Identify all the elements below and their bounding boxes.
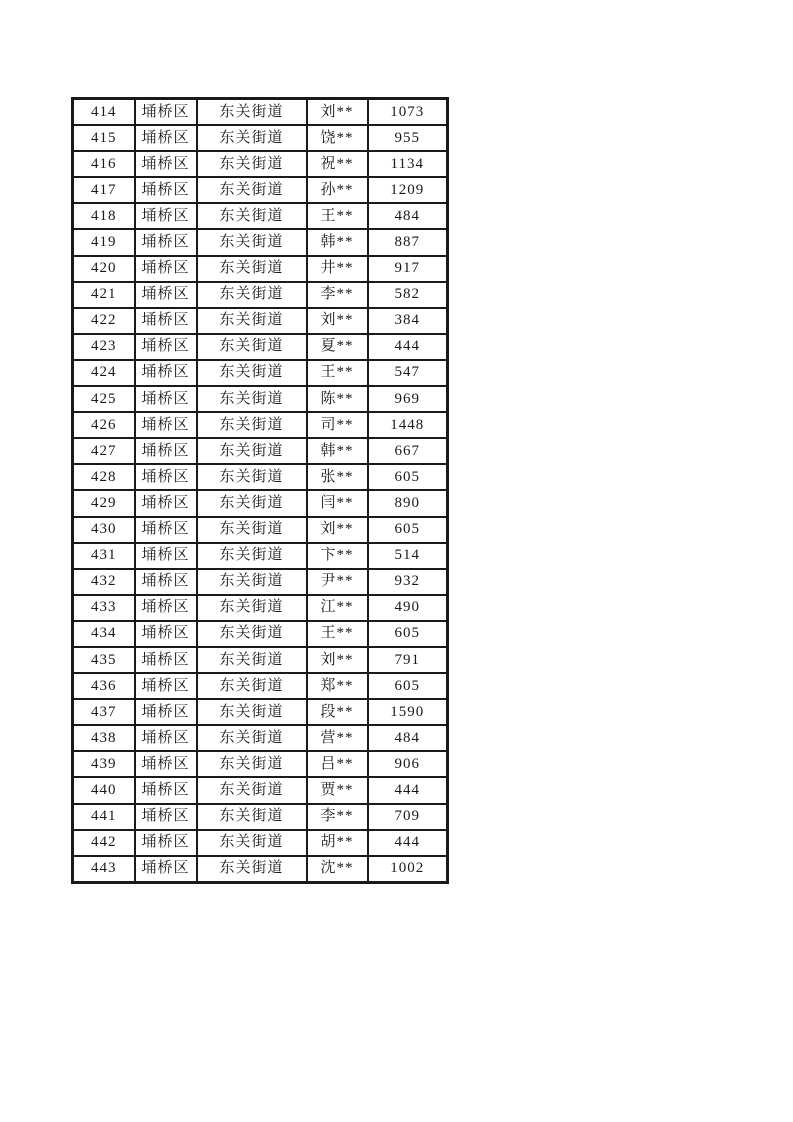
table-cell-name: 刘**: [307, 308, 368, 334]
table-cell-index: 426: [73, 412, 135, 438]
table-cell-street: 东关街道: [197, 673, 307, 699]
table-cell-district: 埇桥区: [135, 438, 197, 464]
table-cell-name: 陈**: [307, 386, 368, 412]
table-cell-district: 埇桥区: [135, 386, 197, 412]
table-cell-index: 437: [73, 699, 135, 725]
table-cell-district: 埇桥区: [135, 517, 197, 543]
table-cell-name: 尹**: [307, 569, 368, 595]
table-row: [73, 856, 448, 883]
table-row: [73, 804, 448, 830]
table-row: [73, 151, 448, 177]
table-cell-name: 王**: [307, 621, 368, 647]
table-cell-index: 439: [73, 751, 135, 777]
table-cell-name: 营**: [307, 725, 368, 751]
table-row: [73, 412, 448, 438]
table-cell-district: 埇桥区: [135, 256, 197, 282]
table-row: [73, 517, 448, 543]
table-cell-value: 1448: [368, 412, 448, 438]
table-cell-street: 东关街道: [197, 334, 307, 360]
table-cell-value: 605: [368, 517, 448, 543]
table-cell-index: 414: [73, 99, 135, 126]
table-row: [73, 777, 448, 803]
table-cell-name: 韩**: [307, 229, 368, 255]
table-cell-index: 421: [73, 282, 135, 308]
table-cell-district: 埇桥区: [135, 490, 197, 516]
table-cell-name: 段**: [307, 699, 368, 725]
table-cell-name: 夏**: [307, 334, 368, 360]
table-cell-value: 906: [368, 751, 448, 777]
table-cell-name: 李**: [307, 804, 368, 830]
table-cell-street: 东关街道: [197, 595, 307, 621]
table-cell-district: 埇桥区: [135, 334, 197, 360]
table-cell-district: 埇桥区: [135, 360, 197, 386]
table-row: [73, 725, 448, 751]
table-cell-index: 436: [73, 673, 135, 699]
table-row: [73, 673, 448, 699]
table-cell-street: 东关街道: [197, 282, 307, 308]
table-cell-index: 432: [73, 569, 135, 595]
table-cell-name: 闫**: [307, 490, 368, 516]
table-cell-street: 东关街道: [197, 360, 307, 386]
table-cell-index: 427: [73, 438, 135, 464]
table-cell-street: 东关街道: [197, 438, 307, 464]
table-cell-street: 东关街道: [197, 99, 307, 126]
table-cell-name: 沈**: [307, 856, 368, 883]
table-cell-district: 埇桥区: [135, 308, 197, 334]
table-cell-value: 1209: [368, 177, 448, 203]
table-cell-name: 司**: [307, 412, 368, 438]
table-cell-street: 东关街道: [197, 543, 307, 569]
table-cell-name: 王**: [307, 360, 368, 386]
table-cell-value: 955: [368, 125, 448, 151]
table-cell-street: 东关街道: [197, 256, 307, 282]
table-row: [73, 360, 448, 386]
table-cell-value: 917: [368, 256, 448, 282]
table-row: [73, 177, 448, 203]
table-cell-value: 791: [368, 647, 448, 673]
table-row: [73, 229, 448, 255]
table-cell-district: 埇桥区: [135, 647, 197, 673]
table-cell-name: 刘**: [307, 517, 368, 543]
table-cell-name: 刘**: [307, 647, 368, 673]
table-cell-name: 刘**: [307, 99, 368, 126]
table-cell-name: 江**: [307, 595, 368, 621]
table-cell-street: 东关街道: [197, 203, 307, 229]
table-cell-value: 1134: [368, 151, 448, 177]
table-cell-value: 605: [368, 621, 448, 647]
table-cell-value: 709: [368, 804, 448, 830]
table-cell-index: 419: [73, 229, 135, 255]
table-cell-street: 东关街道: [197, 125, 307, 151]
table-cell-street: 东关街道: [197, 464, 307, 490]
table-cell-district: 埇桥区: [135, 830, 197, 856]
table-cell-index: 438: [73, 725, 135, 751]
table-cell-value: 605: [368, 464, 448, 490]
table-cell-district: 埇桥区: [135, 595, 197, 621]
table-cell-value: 667: [368, 438, 448, 464]
table-row: [73, 125, 448, 151]
table-cell-district: 埇桥区: [135, 177, 197, 203]
table-cell-index: 425: [73, 386, 135, 412]
table-cell-name: 张**: [307, 464, 368, 490]
table-cell-name: 郑**: [307, 673, 368, 699]
table-cell-value: 582: [368, 282, 448, 308]
table-cell-index: 442: [73, 830, 135, 856]
table-cell-value: 484: [368, 203, 448, 229]
table-cell-index: 415: [73, 125, 135, 151]
table-cell-value: 1002: [368, 856, 448, 883]
table-cell-district: 埇桥区: [135, 777, 197, 803]
table-cell-district: 埇桥区: [135, 99, 197, 126]
table-cell-street: 东关街道: [197, 751, 307, 777]
table-cell-name: 胡**: [307, 830, 368, 856]
table-cell-district: 埇桥区: [135, 856, 197, 883]
table-cell-index: 441: [73, 804, 135, 830]
table-cell-street: 东关街道: [197, 830, 307, 856]
table-cell-index: 423: [73, 334, 135, 360]
table-row: [73, 464, 448, 490]
table-cell-index: 416: [73, 151, 135, 177]
table-cell-street: 东关街道: [197, 412, 307, 438]
table-row: [73, 334, 448, 360]
table-cell-value: 490: [368, 595, 448, 621]
table-cell-street: 东关街道: [197, 229, 307, 255]
table-cell-district: 埇桥区: [135, 699, 197, 725]
table-cell-value: 384: [368, 308, 448, 334]
table-row: [73, 595, 448, 621]
table-cell-district: 埇桥区: [135, 751, 197, 777]
table-cell-index: 443: [73, 856, 135, 883]
table-cell-value: 969: [368, 386, 448, 412]
table-cell-index: 440: [73, 777, 135, 803]
table-cell-name: 井**: [307, 256, 368, 282]
table-cell-street: 东关街道: [197, 621, 307, 647]
table-cell-district: 埇桥区: [135, 151, 197, 177]
table-cell-street: 东关街道: [197, 517, 307, 543]
table-cell-street: 东关街道: [197, 569, 307, 595]
table-cell-index: 431: [73, 543, 135, 569]
table-cell-value: 890: [368, 490, 448, 516]
table-cell-district: 埇桥区: [135, 804, 197, 830]
table-row: [73, 438, 448, 464]
table-row: [73, 751, 448, 777]
table-cell-street: 东关街道: [197, 725, 307, 751]
table-cell-value: 887: [368, 229, 448, 255]
table-row: [73, 282, 448, 308]
table-cell-value: 444: [368, 334, 448, 360]
table-cell-district: 埇桥区: [135, 282, 197, 308]
table-cell-district: 埇桥区: [135, 412, 197, 438]
table-cell-index: 417: [73, 177, 135, 203]
table-cell-street: 东关街道: [197, 647, 307, 673]
table-cell-value: 605: [368, 673, 448, 699]
table-cell-name: 贾**: [307, 777, 368, 803]
table-cell-street: 东关街道: [197, 308, 307, 334]
table-cell-value: 484: [368, 725, 448, 751]
table-cell-value: 932: [368, 569, 448, 595]
table-cell-district: 埇桥区: [135, 543, 197, 569]
table-cell-district: 埇桥区: [135, 203, 197, 229]
table-row: [73, 256, 448, 282]
table-cell-street: 东关街道: [197, 490, 307, 516]
table-cell-district: 埇桥区: [135, 569, 197, 595]
table-cell-name: 祝**: [307, 151, 368, 177]
table-cell-street: 东关街道: [197, 856, 307, 883]
table-cell-name: 卞**: [307, 543, 368, 569]
table-cell-name: 李**: [307, 282, 368, 308]
table-cell-value: 1073: [368, 99, 448, 126]
table-cell-index: 430: [73, 517, 135, 543]
table-row: [73, 308, 448, 334]
table-cell-district: 埇桥区: [135, 464, 197, 490]
data-table: [71, 97, 449, 884]
table-row: [73, 490, 448, 516]
table-cell-value: 1590: [368, 699, 448, 725]
table-cell-index: 435: [73, 647, 135, 673]
table-cell-street: 东关街道: [197, 804, 307, 830]
table-cell-value: 547: [368, 360, 448, 386]
table-cell-value: 444: [368, 830, 448, 856]
table-cell-index: 420: [73, 256, 135, 282]
table-cell-name: 韩**: [307, 438, 368, 464]
table-cell-index: 433: [73, 595, 135, 621]
table-cell-index: 418: [73, 203, 135, 229]
table-row: [73, 569, 448, 595]
table-row: [73, 621, 448, 647]
table-row: [73, 830, 448, 856]
table-cell-district: 埇桥区: [135, 229, 197, 255]
table-cell-index: 434: [73, 621, 135, 647]
table-cell-value: 514: [368, 543, 448, 569]
table-cell-street: 东关街道: [197, 777, 307, 803]
table-cell-district: 埇桥区: [135, 125, 197, 151]
table-cell-name: 王**: [307, 203, 368, 229]
table-cell-street: 东关街道: [197, 177, 307, 203]
table-cell-district: 埇桥区: [135, 673, 197, 699]
table-cell-name: 饶**: [307, 125, 368, 151]
table-cell-street: 东关街道: [197, 699, 307, 725]
table-cell-value: 444: [368, 777, 448, 803]
table-row: [73, 647, 448, 673]
table-cell-index: 424: [73, 360, 135, 386]
table-row: [73, 99, 448, 126]
table-cell-index: 429: [73, 490, 135, 516]
table-cell-street: 东关街道: [197, 386, 307, 412]
table-row: [73, 386, 448, 412]
table-cell-index: 428: [73, 464, 135, 490]
table-body: [73, 99, 448, 883]
table-row: [73, 203, 448, 229]
table-cell-district: 埇桥区: [135, 725, 197, 751]
table-cell-district: 埇桥区: [135, 621, 197, 647]
table-cell-index: 422: [73, 308, 135, 334]
table-cell-street: 东关街道: [197, 151, 307, 177]
table-row: [73, 699, 448, 725]
table-cell-name: 吕**: [307, 751, 368, 777]
table-cell-name: 孙**: [307, 177, 368, 203]
table-row: [73, 543, 448, 569]
